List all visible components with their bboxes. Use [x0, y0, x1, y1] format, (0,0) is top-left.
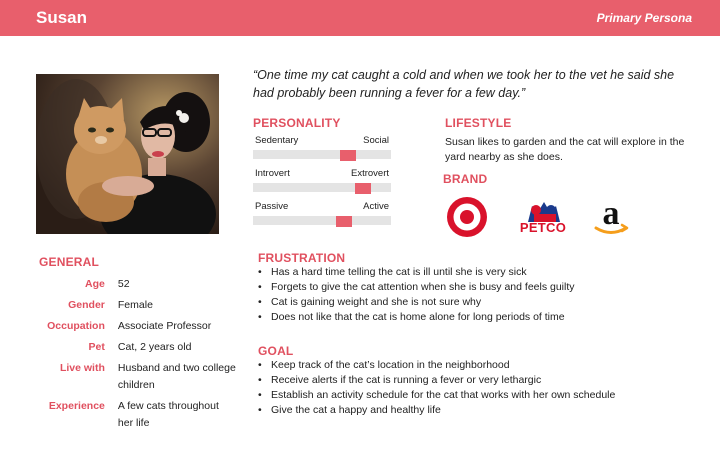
trait-right-label: Active	[363, 201, 389, 212]
frustration-item: • Forgets to give the cat attention when she is busy and feels guilty	[258, 280, 698, 295]
petco-logo	[514, 196, 572, 238]
personality-title: PERSONALITY	[253, 116, 341, 130]
lifestyle-text: Susan likes to garden and the cat will explore in the yard nearby as she does.	[445, 136, 685, 163]
trait-passive-active	[253, 201, 391, 231]
trait-left-label: Sedentary	[255, 135, 299, 146]
trait-introvert-extrovert	[253, 168, 391, 198]
persona-name: Susan	[36, 8, 88, 27]
general-row-age	[36, 276, 236, 293]
general-value: Cat, 2 years old	[117, 341, 192, 353]
general-row-occupation	[36, 318, 236, 335]
brand-title: BRAND	[443, 172, 488, 186]
goal-item: • Establish an activity schedule for the cat that works with her own schedule	[258, 388, 698, 403]
general-title: GENERAL	[39, 255, 100, 269]
persona-photo	[36, 74, 219, 234]
persona-header	[0, 0, 720, 36]
general-row-live-with	[36, 360, 236, 394]
general-key: Pet	[88, 341, 105, 353]
trait-sedentary-social	[253, 135, 391, 165]
general-value: Associate Professor	[117, 320, 212, 332]
frustration-item: • Does not like that the cat is home alone for long periods of time	[258, 310, 698, 325]
general-row-gender	[36, 297, 236, 314]
trait-left-label: Introvert	[255, 168, 290, 179]
petco-wordmark: PETCO	[519, 220, 567, 235]
amazon-logo	[590, 196, 632, 243]
general-key: Live with	[59, 362, 105, 374]
frustration-list	[258, 265, 698, 325]
general-value: Female	[117, 299, 153, 311]
general-row-pet	[36, 339, 236, 356]
general-key: Occupation	[47, 320, 105, 332]
goal-item: • Give the cat a happy and healthy life	[258, 403, 698, 418]
general-info-table	[36, 276, 236, 436]
frustration-item: • Has a hard time telling the cat is ill until she is very sick	[258, 265, 698, 280]
general-value: Husband and two college children	[117, 362, 236, 391]
persona-role: Primary Persona	[596, 11, 692, 25]
lifestyle-title: LIFESTYLE	[445, 116, 512, 130]
trait-marker	[336, 216, 352, 227]
frustration-item: • Cat is gaining weight and she is not sure why	[258, 295, 698, 310]
trait-right-label: Extrovert	[350, 168, 389, 179]
general-key: Age	[85, 278, 105, 290]
trait-left-label: Passive	[255, 201, 289, 212]
goal-item: • Receive alerts if the cat is running a fever or very lethargic	[258, 373, 698, 388]
frustration-title: FRUSTRATION	[258, 251, 346, 265]
target-logo	[446, 196, 488, 243]
general-row-experience	[36, 398, 236, 432]
trait-marker	[355, 183, 371, 194]
trait-right-label: Social	[363, 135, 389, 146]
general-key: Experience	[48, 400, 105, 412]
goal-list	[258, 358, 698, 418]
svg-text:a: a	[602, 196, 620, 232]
trait-marker	[340, 150, 356, 161]
goal-title: GOAL	[258, 344, 294, 358]
general-value: 52	[117, 278, 130, 290]
trait-track	[253, 150, 391, 159]
persona-quote: “One time my cat caught a cold and when we took her to the vet he said she had probably been running a fever for a few day.”	[253, 68, 675, 100]
goal-item: • Keep track of the cat’s location in the neighborhood	[258, 358, 698, 373]
general-value: A few cats throughout her life	[117, 400, 219, 429]
general-key: Gender	[68, 299, 105, 311]
trait-track	[253, 216, 391, 225]
